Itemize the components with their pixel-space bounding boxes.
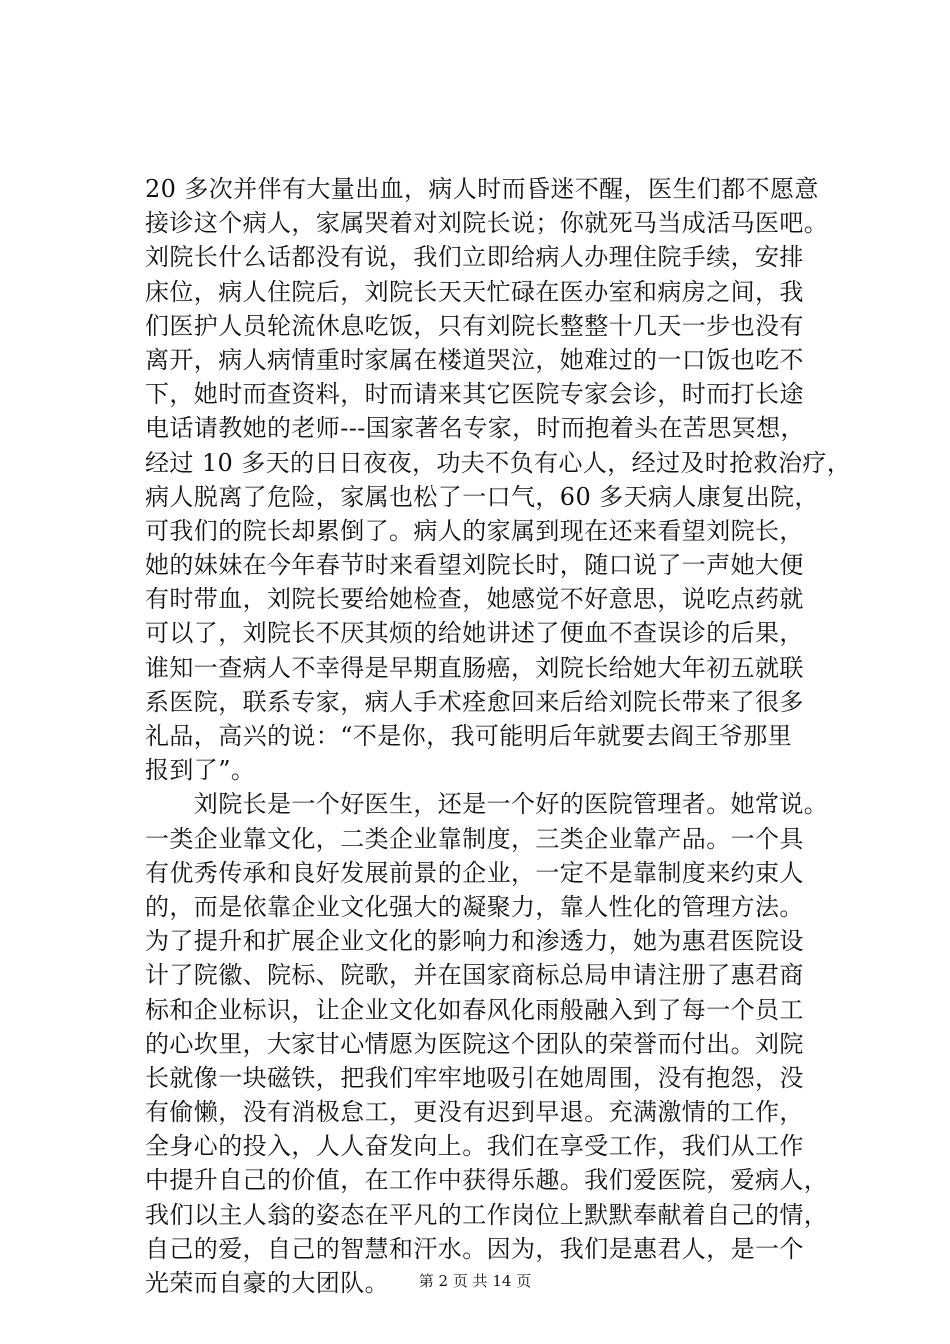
text-line: 病人脱离了危险，家属也松了一口气，60 多天病人康复出院， [145,482,819,511]
text-line: 全身心的投入，人人奋发向上。我们在享受工作，我们从工作 [145,1132,804,1161]
text-line: 我们以主人翁的姿态在平凡的工作岗位上默默奉献着自己的情， [145,1200,829,1229]
text-line: 可我们的院长却累倒了。病人的家属到现在还来看望刘院长， [145,516,804,545]
text-line: 经过 10 多天的日日夜夜，功夫不负有心人，经过及时抢救治疗， [145,448,852,477]
text-line: 礼品，高兴的说：“不是你，我可能明后年就要去阎王爷那里 [145,722,793,750]
text-line: 电话请教她的老师---国家著名专家，时而抱着头在苦思冥想， [145,414,805,443]
text-line: 有时带血，刘院长要给她检查，她感觉不好意思，说吃点药就 [145,585,804,614]
text-line: 下，她时而查资料，时而请来其它医院专家会诊，时而打长途 [145,380,804,409]
text-line: 光荣而自豪的大团队。 [145,1269,389,1297]
text-line: 有优秀传承和良好发展前景的企业，一定不是靠制度来约束人 [145,858,804,887]
paragraph-start-line: 刘院长是一个好医生，还是一个好的医院管理者。她常说。 [145,790,829,819]
page-number-footer: 第 2 页 共 14 页 [418,1272,532,1290]
text-line: 自己的爱，自己的智慧和汗水。因为，我们是惠君人，是一个 [145,1234,804,1263]
text-line: 20 多次并伴有大量出血，病人时而昏迷不醒，医生们都不愿意 [145,175,819,203]
text-line: 的，而是依靠企业文化强大的凝聚力，靠人性化的管理方法。 [145,892,804,921]
text-line: 报到了”。 [145,756,256,785]
text-line: 标和企业标识，让企业文化如春风化雨般融入到了每一个员工 [145,995,804,1024]
text-line: 刘院长什么话都没有说，我们立即给病人办理住院手续，安排 [145,243,804,272]
text-line: 计了院徽、院标、院歌，并在国家商标总局申请注册了惠君商 [145,961,804,990]
text-line: 的心坎里，大家甘心情愿为医院这个团队的荣誉而付出。刘院 [145,1029,804,1058]
text-line: 为了提升和扩展企业文化的影响力和渗透力，她为惠君医院设 [145,927,804,956]
text-line: 可以了，刘院长不厌其烦的给她讲述了便血不查误诊的后果， [145,619,804,648]
document-body [145,172,852,1300]
text-line: 谁知一查病人不幸得是早期直肠癌，刘院长给她大年初五就联 [145,653,804,682]
text-line: 她的妹妹在今年春节时来看望刘院长时，随口说了一声她大便 [145,551,804,580]
text-line: 中提升自己的价值，在工作中获得乐趣。我们爱医院，爱病人， [145,1166,829,1195]
text-line: 们医护人员轮流休息吃饭，只有刘院长整整十几天一步也没有 [145,311,804,340]
text-line: 有偷懒，没有消极怠工，更没有迟到早退。充满激情的工作， [145,1098,804,1127]
text-line: 系医院，联系专家，病人手术痊愈回来后给刘院长带来了很多 [145,687,804,716]
text-line: 长就像一块磁铁，把我们牢牢地吸引在她周围，没有抱怨，没 [145,1063,804,1092]
text-line: 一类企业靠文化，二类企业靠制度，三类企业靠产品。一个具 [145,824,804,853]
text-line: 离开，病人病情重时家属在楼道哭泣，她难过的一口饭也吃不 [145,345,804,374]
text-line: 接诊这个病人，家属哭着对刘院长说；你就死马当成活马医吧。 [145,209,829,238]
text-line: 床位，病人住院后，刘院长天天忙碌在医办室和病房之间，我 [145,277,804,306]
